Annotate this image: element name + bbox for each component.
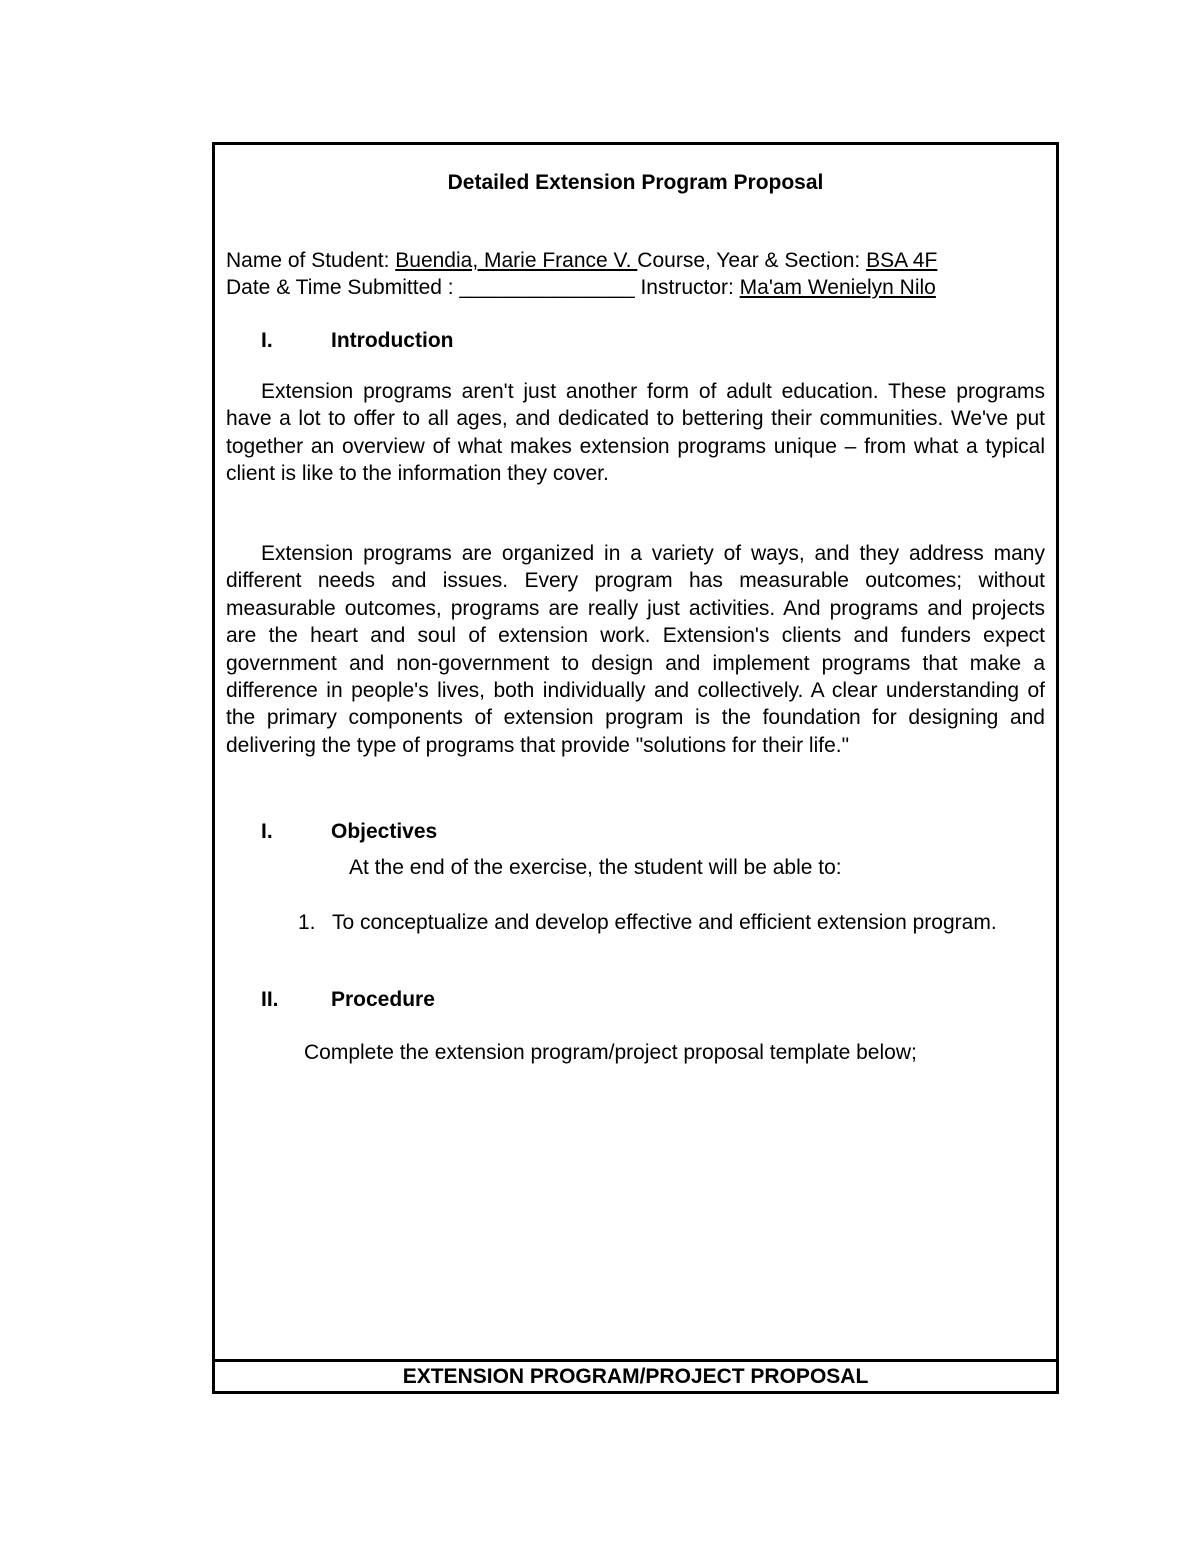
course-label: Course, Year & Section: bbox=[637, 249, 867, 272]
date-time-label: Date & Time Submitted : bbox=[226, 276, 460, 299]
procedure-number: II. bbox=[261, 988, 279, 1011]
instructor-label: Instructor: bbox=[634, 276, 740, 299]
submission-info-line bbox=[226, 276, 936, 300]
introduction-heading bbox=[261, 329, 453, 353]
objectives-number: I. bbox=[261, 820, 273, 843]
introduction-title: Introduction bbox=[331, 329, 454, 352]
objective-item bbox=[298, 909, 1005, 936]
proposal-template-header: EXTENSION PROGRAM/PROJECT PROPOSAL bbox=[215, 1359, 1056, 1391]
document-frame bbox=[212, 142, 1059, 1394]
objective-item-number: 1. bbox=[298, 911, 316, 934]
procedure-heading bbox=[261, 988, 435, 1012]
instructor-value: Ma'am Wenielyn Nilo bbox=[739, 276, 936, 299]
introduction-paragraph-1: Extension programs aren't just another form of adult education. These programs have a lot to offer to all ages, and dedicated to bettering their communities. We've put together an overview of what makes extension programs unique – from what a typical client is like to the information they cover. bbox=[226, 380, 1045, 486]
introduction-number: I. bbox=[261, 329, 273, 352]
procedure-title: Procedure bbox=[331, 988, 435, 1011]
student-name-value: Buendia, Marie France V. bbox=[395, 249, 638, 272]
date-time-blank: _______________ bbox=[459, 276, 635, 299]
objectives-title: Objectives bbox=[331, 820, 438, 843]
student-name-label: Name of Student: bbox=[226, 249, 396, 272]
procedure-text: Complete the extension program/project proposal template below; bbox=[304, 1041, 917, 1064]
course-value: BSA 4F bbox=[866, 249, 938, 272]
objectives-heading bbox=[261, 820, 437, 844]
student-info-line bbox=[226, 249, 937, 273]
objectives-lead: At the end of the exercise, the student will be able to: bbox=[349, 856, 842, 879]
document-title: Detailed Extension Program Proposal bbox=[447, 171, 824, 194]
objective-item-text: To conceptualize and develop effective and efficient extension program. bbox=[332, 911, 997, 934]
introduction-paragraph-2: Extension programs are organized in a variety of ways, and they address many different needs and issues. Every program has measurable outcomes; without measurable outcomes, programs are really just activities. And programs and projects are the heart and soul of extension work. Extension's clients and funders expect government and non-government to design and implement programs that make a difference in people's lives, both individually and collectively. A clear understanding of the primary components of extension program is the foundation for designing and delivering the type of programs that provide "solutions for their life." bbox=[226, 542, 1045, 757]
